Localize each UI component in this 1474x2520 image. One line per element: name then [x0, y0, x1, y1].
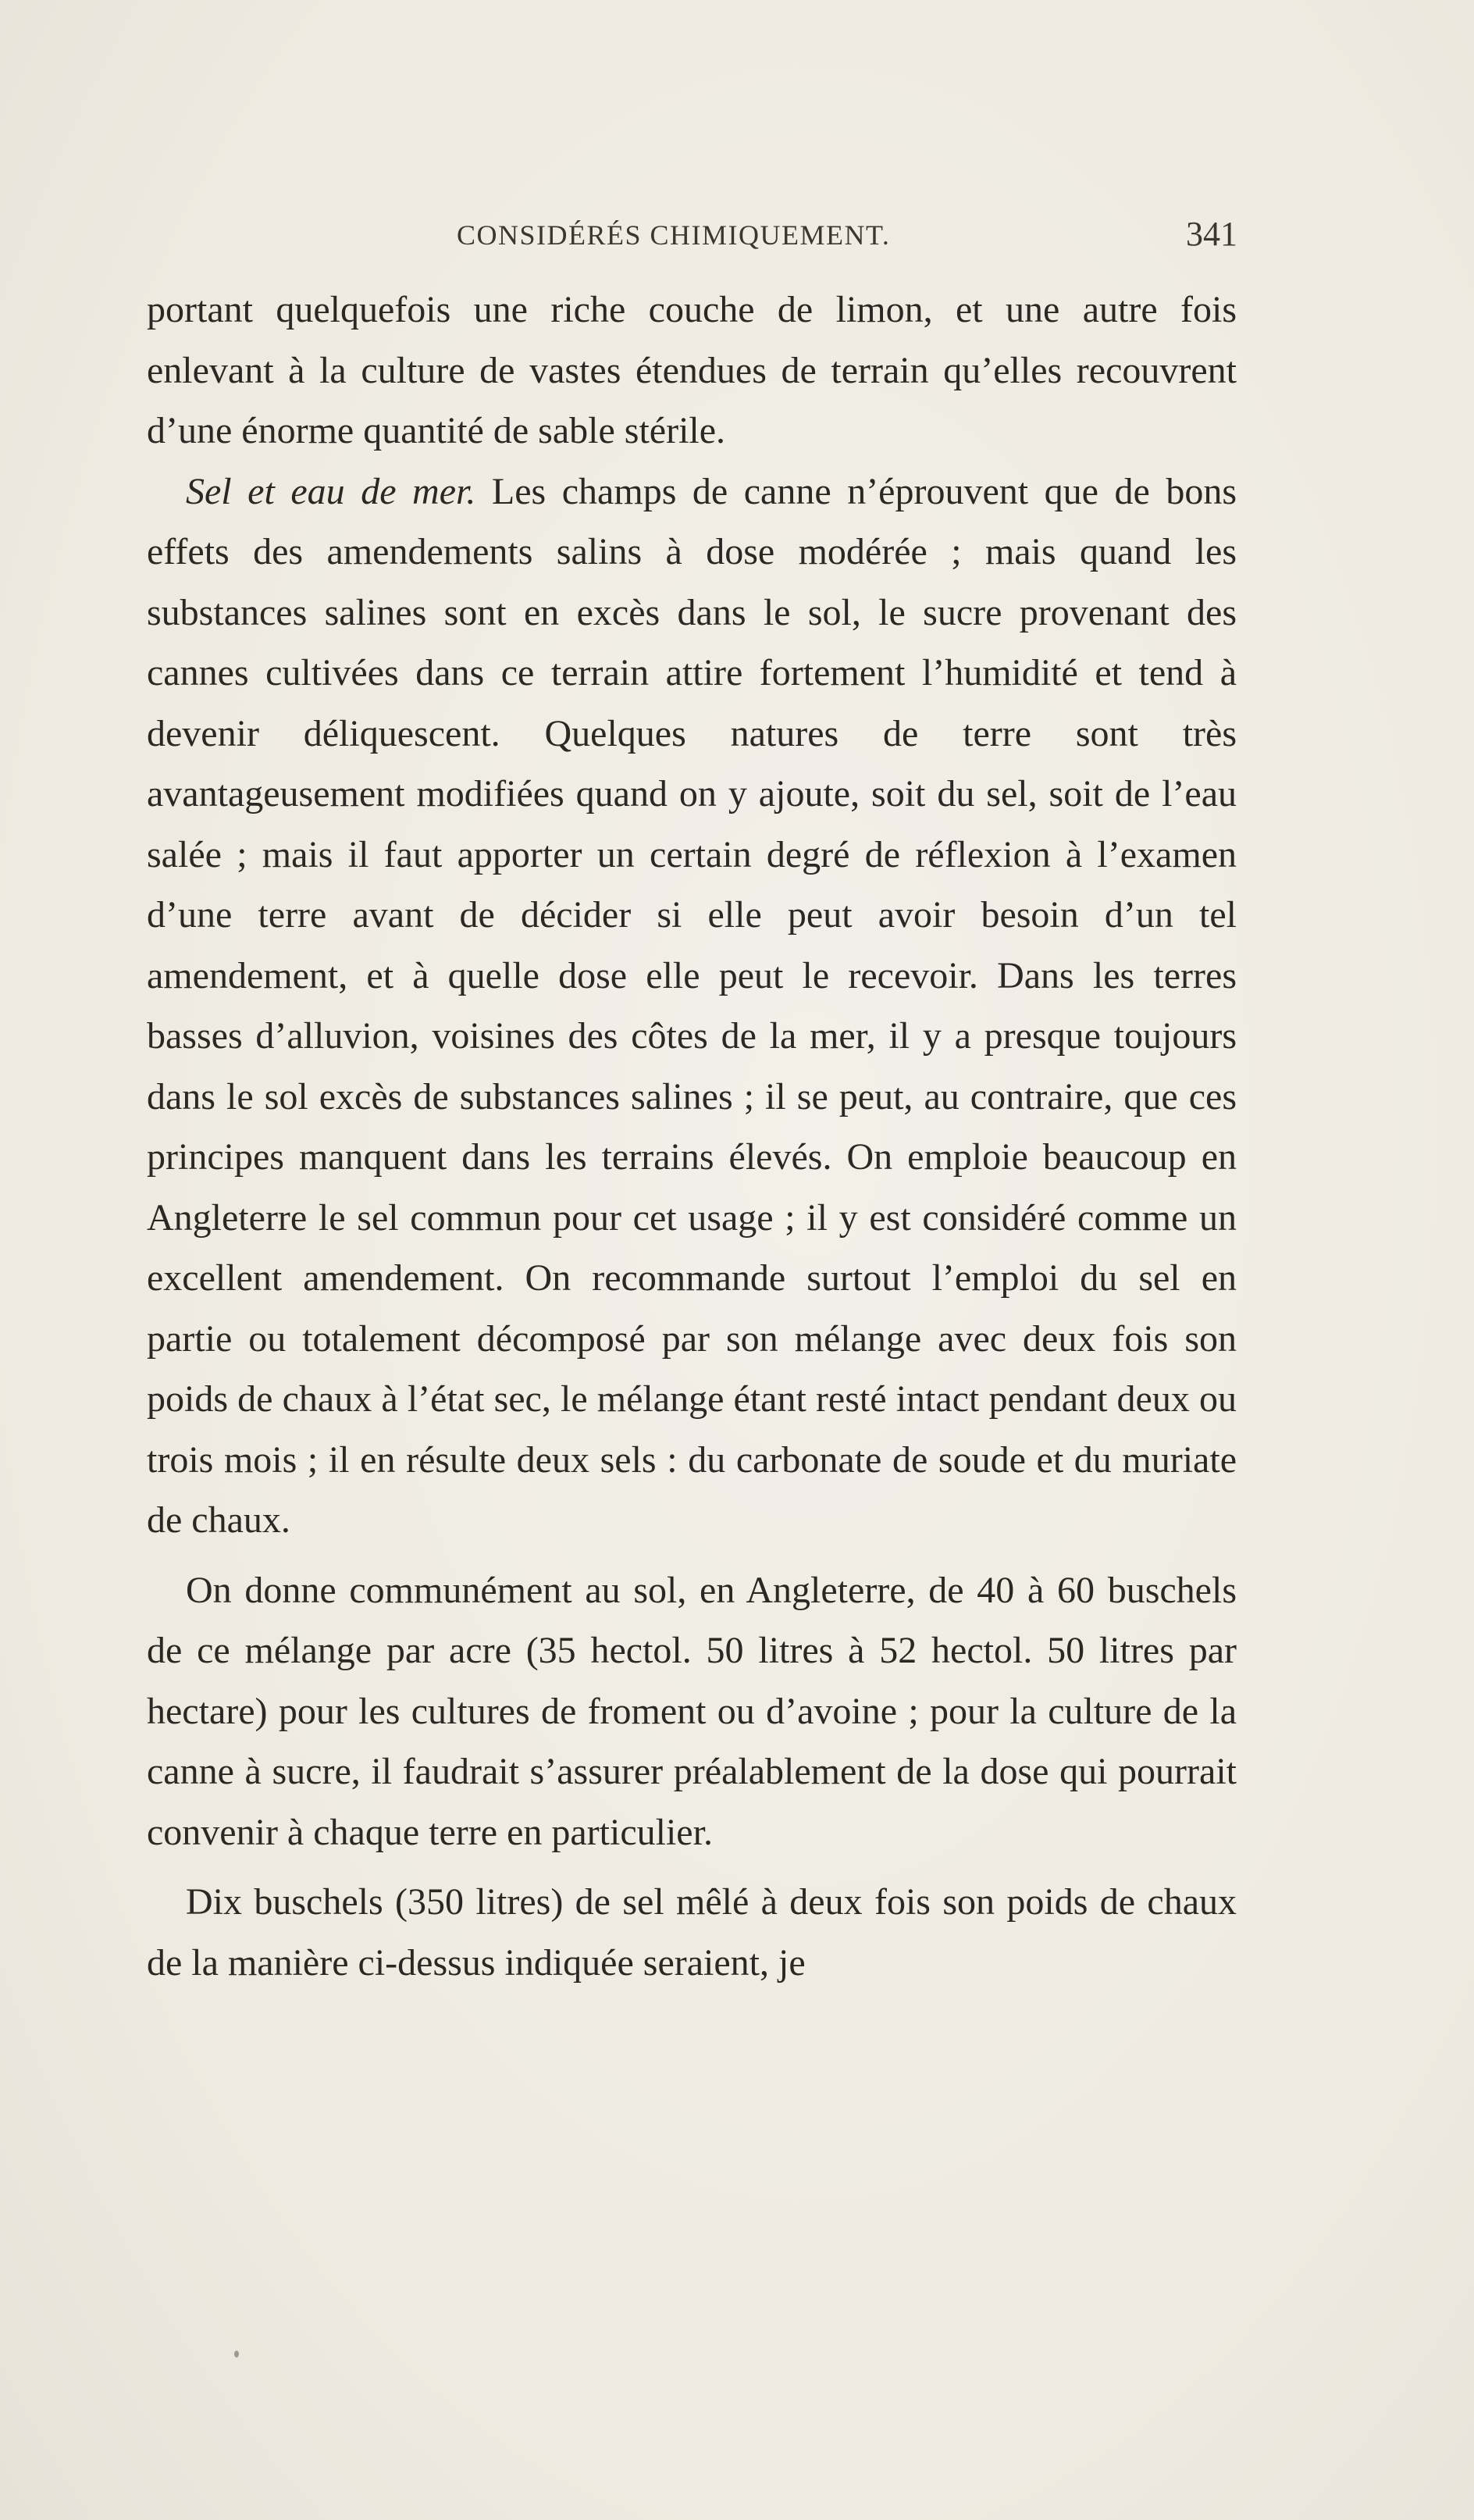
paragraph-1: portant quelquefois une riche couche de limon, et une autre fois enlevant à la culture de vastes étendues de terrain qu’elles recouvrent d’une énorme quantité de sable stérile.: [147, 289, 1237, 451]
paragraph-3: On donne communément au sol, en Angleterre, de 40 à 60 buschels de ce mélange par acre (35 hectol. 50 litres à 52 hectol. 50 litres par hectare) pour les cultures de froment ou d’avoine ; pour la culture de la canne à sucre, il faudrait s’assurer préalablement de la dose qui pourrait convenir à chaque terre en particulier.: [147, 1569, 1237, 1853]
running-title: CONSIDÉRÉS CHIMIQUEMENT.: [457, 219, 891, 251]
paper-speck: [234, 2351, 239, 2358]
running-header: [148, 212, 1237, 259]
paragraph-4: Dix buschels (350 litres) de sel mêlé à deux fois son poids de chaux de la manière ci-dessus indiquée seraient, je: [147, 1881, 1237, 1984]
body-text: [147, 280, 1237, 1993]
paragraph-2: [147, 462, 1237, 1551]
page-number: 341: [1186, 215, 1237, 253]
paragraph-2-text: Les champs de canne n’éprouvent que de bons effets des amendements salins à dose modérée ; mais quand les substances salines sont en excès dans le sol, le sucre provenant des cannes cultivées dans ce terrain attire fortement l’humidité et tend à devenir déliquescent. Quelques natures de terre sont très avantageusement modifiées quand on y ajoute, soit du sel, soit de l’eau salée ; mais il faut apporter un certain degré de réflexion à l’examen d’une terre avant de décider si elle peut avoir besoin d’un tel amendement, et à quelle dose elle peut le recevoir. Dans les terres basses d’alluvion, voisines des côtes de la mer, il y a presque toujours dans le sol excès de substances salines ; il se peut, au contraire, que ces principes manquent dans les terrains élevés. On emploie beaucoup en Angleterre le sel commun pour cet usage ; il y est considéré comme un excellent amendement. On recommande surtout l’emploi du sel en partie ou totalement décomposé par son mélange avec deux fois son poids de chaux à l’état sec, le mélange étant resté intact pendant deux ou trois mois ; il en résulte deux sels : du carbonate de soude et du muriate de chaux.: [147, 470, 1237, 1541]
section-heading-sel-et-eau-de-mer: Sel et eau de mer.: [186, 470, 476, 512]
